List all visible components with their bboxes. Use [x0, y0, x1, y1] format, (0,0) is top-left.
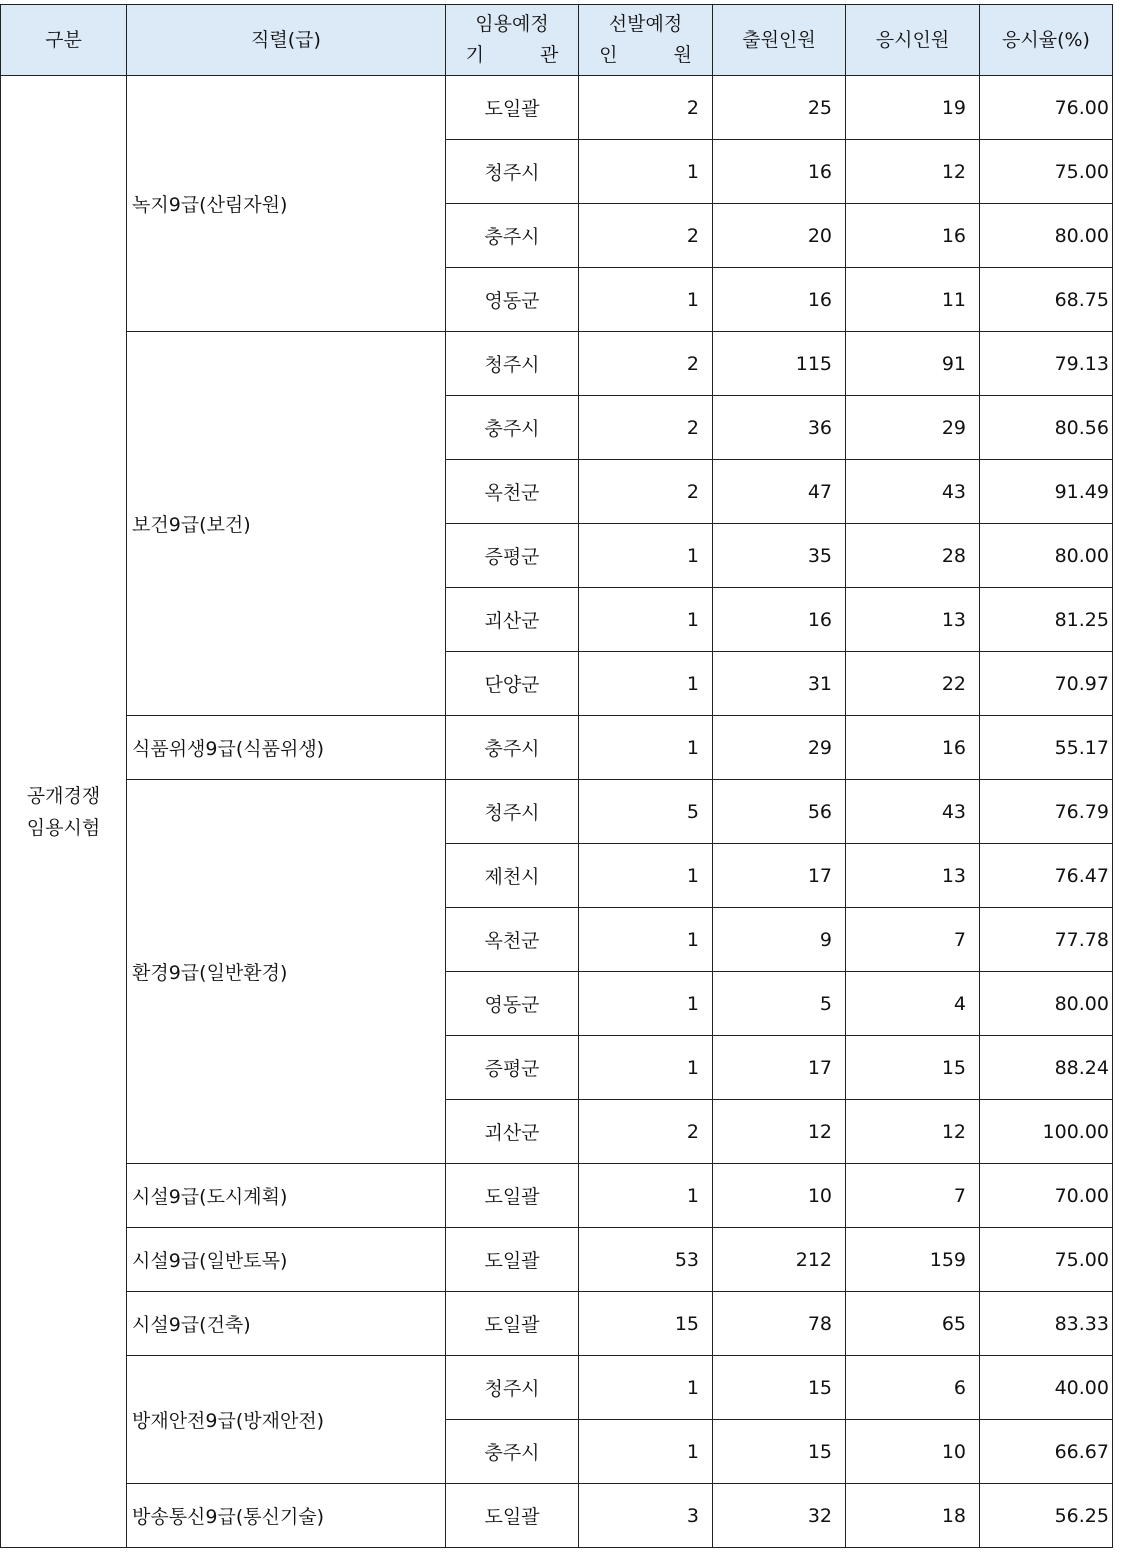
- table-row: [1, 780, 1113, 844]
- organization-cell: 청주시: [446, 780, 579, 844]
- rate-cell: 80.00: [980, 524, 1113, 588]
- organization-cell: 증평군: [446, 1036, 579, 1100]
- selected-count-cell: 2: [579, 204, 713, 268]
- selected-count-cell: 1: [579, 908, 713, 972]
- selected-count-cell: 53: [579, 1228, 713, 1292]
- organization-cell: 영동군: [446, 972, 579, 1036]
- selected-count-cell: 1: [579, 972, 713, 1036]
- position-cell: 시설9급(건축): [127, 1292, 446, 1356]
- selected-count-cell: 1: [579, 716, 713, 780]
- applicants-count-cell: 16: [713, 140, 846, 204]
- organization-cell: 도일괄: [446, 76, 579, 140]
- applicants-count-cell: 56: [713, 780, 846, 844]
- selected-count-cell: 1: [579, 652, 713, 716]
- takers-count-cell: 65: [846, 1292, 980, 1356]
- selected-count-cell: 1: [579, 1356, 713, 1420]
- organization-cell: 증평군: [446, 524, 579, 588]
- selected-count-cell: 2: [579, 396, 713, 460]
- applicants-count-cell: 20: [713, 204, 846, 268]
- rate-cell: 76.79: [980, 780, 1113, 844]
- selected-count-cell: 15: [579, 1292, 713, 1356]
- organization-cell: 도일괄: [446, 1292, 579, 1356]
- applicants-count-cell: 16: [713, 588, 846, 652]
- applicants-count-cell: 10: [713, 1164, 846, 1228]
- selected-count-cell: 2: [579, 76, 713, 140]
- rate-cell: 70.97: [980, 652, 1113, 716]
- applicants-count-cell: 9: [713, 908, 846, 972]
- takers-count-cell: 16: [846, 204, 980, 268]
- selected-count-cell: 1: [579, 588, 713, 652]
- organization-cell: 청주시: [446, 332, 579, 396]
- selected-count-cell: 2: [579, 460, 713, 524]
- applicants-count-cell: 17: [713, 844, 846, 908]
- applicants-count-cell: 115: [713, 332, 846, 396]
- takers-count-cell: 7: [846, 908, 980, 972]
- organization-cell: 괴산군: [446, 1100, 579, 1164]
- organization-cell: 청주시: [446, 1356, 579, 1420]
- header-row: [1, 5, 1113, 76]
- organization-cell: 충주시: [446, 204, 579, 268]
- selected-count-cell: 1: [579, 268, 713, 332]
- applicants-count-cell: 78: [713, 1292, 846, 1356]
- selected-count-cell: 5: [579, 780, 713, 844]
- selected-count-cell: 1: [579, 844, 713, 908]
- organization-cell: 도일괄: [446, 1484, 579, 1548]
- applicants-count-cell: 32: [713, 1484, 846, 1548]
- category-line1: 공개경쟁: [26, 784, 101, 807]
- header-organization: [446, 5, 579, 76]
- header-category: 구분: [1, 5, 127, 76]
- takers-count-cell: 16: [846, 716, 980, 780]
- applicants-count-cell: 25: [713, 76, 846, 140]
- table-row: [1, 1292, 1113, 1356]
- rate-cell: 100.00: [980, 1100, 1113, 1164]
- selected-count-cell: 1: [579, 1420, 713, 1484]
- position-cell: 시설9급(일반토목): [127, 1228, 446, 1292]
- rate-cell: 56.25: [980, 1484, 1113, 1548]
- takers-count-cell: 12: [846, 140, 980, 204]
- organization-cell: 단양군: [446, 652, 579, 716]
- rate-cell: 80.56: [980, 396, 1113, 460]
- rate-cell: 55.17: [980, 716, 1113, 780]
- selected-count-cell: 1: [579, 524, 713, 588]
- rate-cell: 40.00: [980, 1356, 1113, 1420]
- takers-count-cell: 6: [846, 1356, 980, 1420]
- selected-count-cell: 1: [579, 1164, 713, 1228]
- takers-count-cell: 10: [846, 1420, 980, 1484]
- takers-count-cell: 7: [846, 1164, 980, 1228]
- position-cell: 녹지9급(산림자원): [127, 76, 446, 332]
- organization-cell: 충주시: [446, 716, 579, 780]
- organization-cell: 영동군: [446, 268, 579, 332]
- rate-cell: 75.00: [980, 1228, 1113, 1292]
- takers-count-cell: 13: [846, 844, 980, 908]
- organization-cell: 제천시: [446, 844, 579, 908]
- category-line2: 임용시험: [26, 816, 101, 839]
- header-applicants: 출원인원: [713, 5, 846, 76]
- header-selection-line2: 인 원: [599, 44, 692, 66]
- rate-cell: 83.33: [980, 1292, 1113, 1356]
- rate-cell: 80.00: [980, 972, 1113, 1036]
- takers-count-cell: 91: [846, 332, 980, 396]
- organization-cell: 괴산군: [446, 588, 579, 652]
- takers-count-cell: 18: [846, 1484, 980, 1548]
- selected-count-cell: 1: [579, 140, 713, 204]
- header-organization-line2: 기 관: [465, 44, 559, 66]
- applicants-count-cell: 5: [713, 972, 846, 1036]
- table-row: [1, 1484, 1113, 1548]
- rate-cell: 79.13: [980, 332, 1113, 396]
- organization-cell: 충주시: [446, 1420, 579, 1484]
- rate-cell: 75.00: [980, 140, 1113, 204]
- table-row: [1, 716, 1113, 780]
- header-selection-line1: 선발예정: [608, 13, 683, 35]
- table-body: [1, 76, 1113, 1548]
- category-cell: [1, 76, 127, 1548]
- position-cell: 보건9급(보건): [127, 332, 446, 716]
- takers-count-cell: 43: [846, 460, 980, 524]
- takers-count-cell: 159: [846, 1228, 980, 1292]
- applicants-count-cell: 15: [713, 1420, 846, 1484]
- rate-cell: 80.00: [980, 204, 1113, 268]
- applicants-count-cell: 12: [713, 1100, 846, 1164]
- rate-cell: 81.25: [980, 588, 1113, 652]
- applicants-count-cell: 47: [713, 460, 846, 524]
- rate-cell: 76.47: [980, 844, 1113, 908]
- applicants-count-cell: 17: [713, 1036, 846, 1100]
- takers-count-cell: 12: [846, 1100, 980, 1164]
- organization-cell: 도일괄: [446, 1164, 579, 1228]
- applicants-count-cell: 212: [713, 1228, 846, 1292]
- applicants-count-cell: 29: [713, 716, 846, 780]
- takers-count-cell: 11: [846, 268, 980, 332]
- takers-count-cell: 43: [846, 780, 980, 844]
- position-cell: 방재안전9급(방재안전): [127, 1356, 446, 1484]
- applicants-count-cell: 31: [713, 652, 846, 716]
- takers-count-cell: 19: [846, 76, 980, 140]
- table-row: [1, 1356, 1113, 1420]
- takers-count-cell: 22: [846, 652, 980, 716]
- header-selection: [579, 5, 713, 76]
- header-organization-line1: 임용예정: [475, 13, 549, 35]
- position-cell: 시설9급(도시계획): [127, 1164, 446, 1228]
- takers-count-cell: 4: [846, 972, 980, 1036]
- applicants-count-cell: 35: [713, 524, 846, 588]
- rate-cell: 88.24: [980, 1036, 1113, 1100]
- selected-count-cell: 2: [579, 1100, 713, 1164]
- organization-cell: 옥천군: [446, 908, 579, 972]
- selected-count-cell: 3: [579, 1484, 713, 1548]
- table-row: [1, 332, 1113, 396]
- organization-cell: 청주시: [446, 140, 579, 204]
- header-takers: 응시인원: [846, 5, 980, 76]
- rate-cell: 76.00: [980, 76, 1113, 140]
- position-cell: 식품위생9급(식품위생): [127, 716, 446, 780]
- exam-results-table: [0, 4, 1113, 1548]
- takers-count-cell: 28: [846, 524, 980, 588]
- rate-cell: 70.00: [980, 1164, 1113, 1228]
- header-position: 직렬(급): [127, 5, 446, 76]
- organization-cell: 충주시: [446, 396, 579, 460]
- selected-count-cell: 1: [579, 1036, 713, 1100]
- rate-cell: 68.75: [980, 268, 1113, 332]
- applicants-count-cell: 15: [713, 1356, 846, 1420]
- table-row: [1, 1228, 1113, 1292]
- table-row: [1, 1164, 1113, 1228]
- rate-cell: 66.67: [980, 1420, 1113, 1484]
- applicants-count-cell: 16: [713, 268, 846, 332]
- rate-cell: 77.78: [980, 908, 1113, 972]
- organization-cell: 옥천군: [446, 460, 579, 524]
- position-cell: 환경9급(일반환경): [127, 780, 446, 1164]
- position-cell: 방송통신9급(통신기술): [127, 1484, 446, 1548]
- table-row: [1, 76, 1113, 140]
- applicants-count-cell: 36: [713, 396, 846, 460]
- takers-count-cell: 13: [846, 588, 980, 652]
- organization-cell: 도일괄: [446, 1228, 579, 1292]
- header-rate: 응시율(%): [980, 5, 1113, 76]
- selected-count-cell: 2: [579, 332, 713, 396]
- takers-count-cell: 29: [846, 396, 980, 460]
- rate-cell: 91.49: [980, 460, 1113, 524]
- table-header: [1, 5, 1113, 76]
- takers-count-cell: 15: [846, 1036, 980, 1100]
